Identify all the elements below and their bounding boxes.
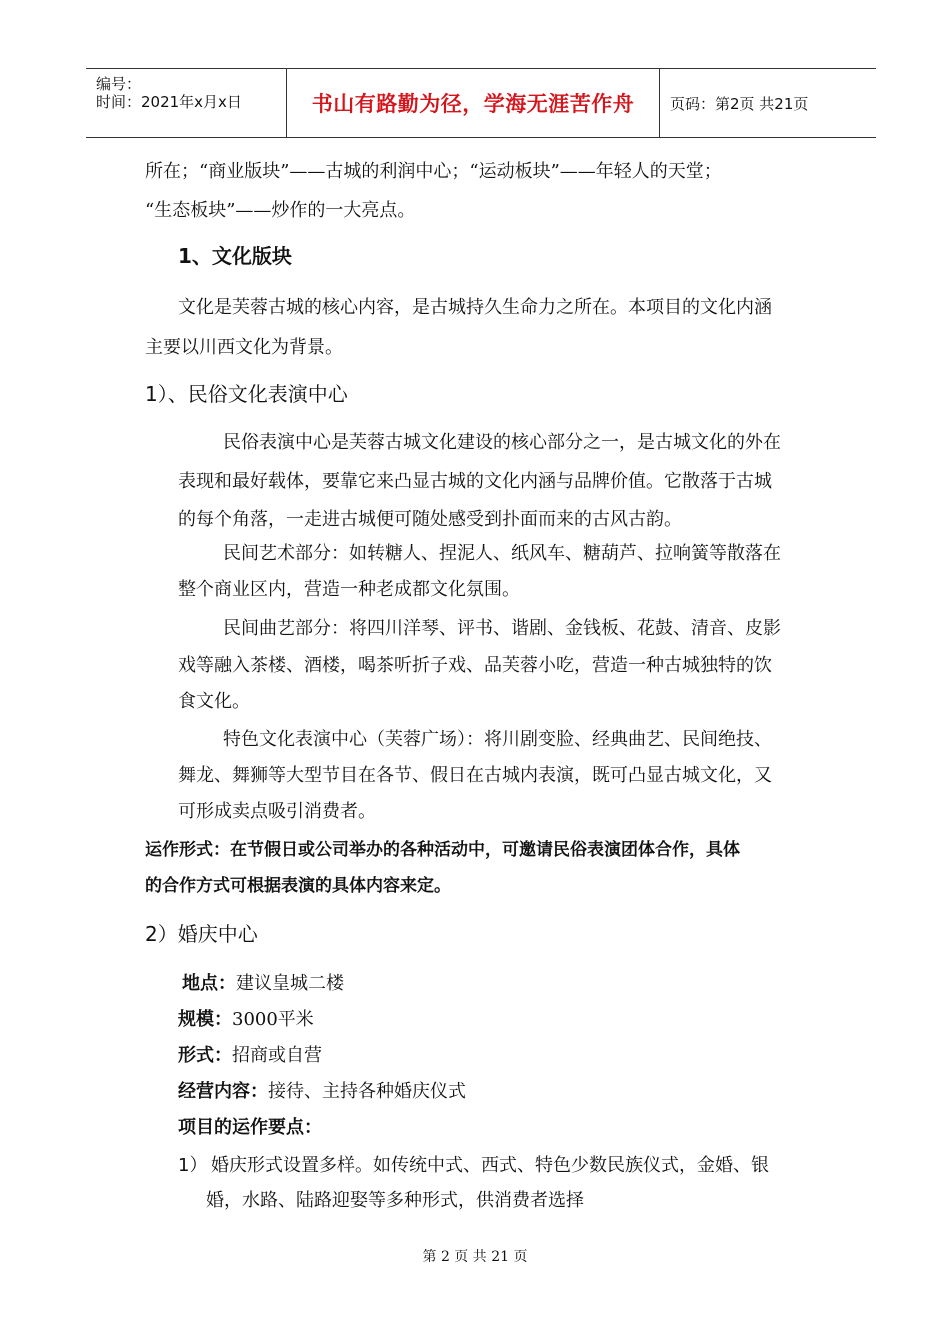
paragraph-line: 民俗表演中心是芙蓉古城文化建设的核心部分之一，是古城文化的外在 <box>223 432 781 453</box>
location-row <box>182 972 344 996</box>
business-content-value: 接待、主持各种婚庆仪式 <box>268 1081 466 1102</box>
paragraph-line: 整个商业区内，营造一种老成都文化氛围。 <box>178 579 520 600</box>
header-page-info: 页码：第2页 共21页 <box>670 94 809 113</box>
paragraph-line: 的每个角落，一走进古城便可随处感受到扑面而来的古风古韵。 <box>178 509 682 530</box>
paragraph-line: 食文化。 <box>178 691 250 712</box>
header-motto: 书山有路勤为径，学海无涯苦作舟 <box>287 69 660 137</box>
subsection-title-wedding-center: 2）婚庆中心 <box>145 922 258 946</box>
location-label: 地点： <box>182 973 236 994</box>
paragraph-line: 民间艺术部分：如转糖人、捏泥人、纸风车、糖葫芦、拉响簧等散落在 <box>223 543 781 564</box>
point-line: 婚庆形式设置多样。如传统中式、西式、特色少数民族仪式，金婚、银 <box>211 1155 769 1176</box>
paragraph-line: 主要以川西文化为背景。 <box>145 337 343 358</box>
point-line: 婚，水路、陆路迎娶等多种形式，供消费者选择 <box>206 1190 584 1211</box>
intro-line: “生态板块”——炒作的一大亮点。 <box>145 200 416 221</box>
paragraph-line: 戏等融入茶楼、酒楼，喝茶听折子戏、品芙蓉小吃，营造一种古城独特的饮 <box>178 655 772 676</box>
business-content-row <box>178 1080 466 1104</box>
page-footer: 第 2 页 共 21 页 <box>422 1249 528 1265</box>
scale-label: 规模： <box>178 1009 232 1030</box>
operation-form-line: 运作形式：在节假日或公司举办的各种活动中，可邀请民俗表演团体合作，具体 <box>145 840 740 860</box>
location-value: 建议皇城二楼 <box>236 973 344 994</box>
paragraph-line: 可形成卖点吸引消费者。 <box>178 801 376 822</box>
point-number: 1） <box>178 1155 208 1176</box>
section-title-culture: 1、文化版块 <box>178 244 292 268</box>
paragraph-line: 特色文化表演中心（芙蓉广场）：将川剧变脸、经典曲艺、民间绝技、 <box>223 729 772 750</box>
operation-form-line: 的合作方式可根据表演的具体内容来定。 <box>145 876 451 896</box>
intro-line: 所在；“商业版块”——古城的利润中心；“运动板块”——年轻人的天堂； <box>145 161 722 182</box>
scale-row <box>178 1008 314 1032</box>
document-time-label: 时间：2021年x月x日 <box>96 93 242 111</box>
paragraph-line: 表现和最好载体，要靠它来凸显古城的文化内涵与品牌价值。它散落于古城 <box>178 471 772 492</box>
paragraph-line: 舞龙、舞狮等大型节目在各节、假日在古城内表演，既可凸显古城文化，又 <box>178 765 772 786</box>
form-value: 招商或自营 <box>232 1045 322 1066</box>
form-row <box>178 1044 322 1068</box>
business-content-label: 经营内容： <box>178 1081 268 1102</box>
scale-value: 3000平米 <box>232 1009 314 1030</box>
operation-points-label: 项目的运作要点： <box>178 1117 322 1138</box>
header-meta-cell <box>86 69 287 137</box>
paragraph-line: 民间曲艺部分：将四川洋琴、评书、谐剧、金钱板、花鼓、清音、皮影 <box>223 618 781 639</box>
document-number-label: 编号： <box>96 75 142 93</box>
paragraph-line: 文化是芙蓉古城的核心内容，是古城持久生命力之所在。本项目的文化内涵 <box>178 297 772 318</box>
form-label: 形式： <box>178 1045 232 1066</box>
header-table <box>86 68 876 138</box>
subsection-title-folk-performance: 1）、民俗文化表演中心 <box>145 382 348 406</box>
